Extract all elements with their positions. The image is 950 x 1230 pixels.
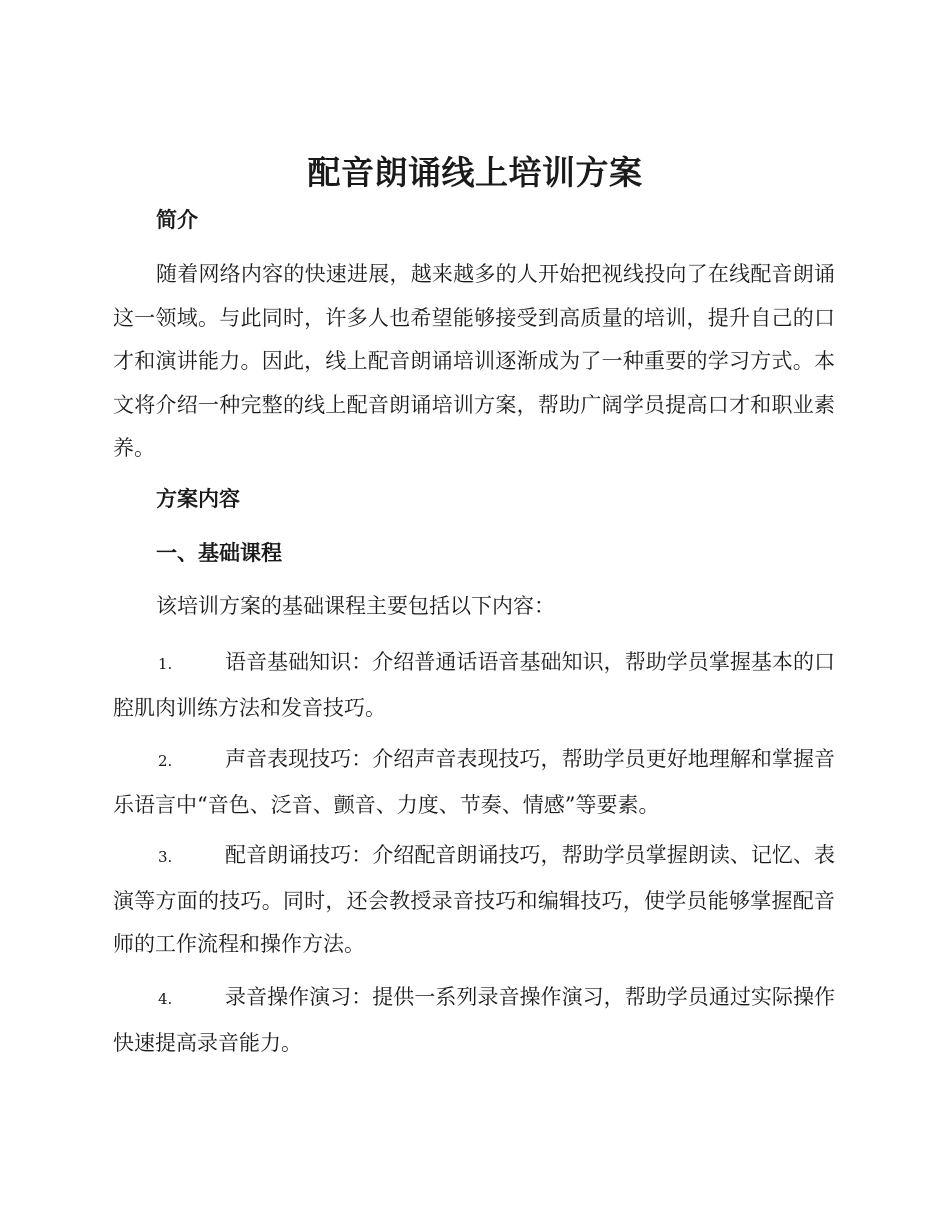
- list-item-text: 声音表现技巧：介绍声音表现技巧，帮助学员更好地理解和掌握音乐语言中“音色、泛音、颤音、力度、节奏、情感”等要素。: [113, 747, 835, 817]
- list-item-text: 录音操作演习：提供一系列录音操作演习，帮助学员通过实际操作快速提高录音能力。: [113, 985, 835, 1055]
- basic-course-intro: 该培训方案的基础课程主要包括以下内容：: [156, 594, 555, 618]
- list-item: [113, 738, 835, 827]
- section-heading-content: 方案内容: [156, 487, 240, 511]
- list-item: [113, 834, 835, 967]
- list-item: [113, 641, 835, 730]
- intro-paragraph: 随着网络内容的快速进展，越来越多的人开始把视线投向了在线配音朗诵这一领域。与此同时，许多人也希望能够接受到高质量的培训，提升自己的口才和演讲能力。因此，线上配音朗诵培训逐渐成为了一种重要的学习方式。本文将介绍一种完整的线上配音朗诵培训方案，帮助广阔学员提高口才和职业素养。: [113, 262, 835, 460]
- document-title: 配音朗诵线上培训方案: [307, 153, 643, 192]
- list-item-number: 2.: [158, 752, 173, 770]
- list-item-number: 3.: [158, 848, 173, 866]
- list-item-number: 4.: [158, 990, 173, 1008]
- section-heading-intro: 简介: [156, 208, 198, 232]
- list-item: [113, 976, 835, 1065]
- list-item-text: 语音基础知识：介绍普通话语音基础知识，帮助学员掌握基本的口腔肌肉训练方法和发音技巧。: [113, 650, 835, 720]
- list-item-number: 1.: [158, 655, 173, 673]
- section-heading-basic-course: 一、基础课程: [156, 541, 282, 565]
- list-item-text: 配音朗诵技巧：介绍配音朗诵技巧，帮助学员掌握朗读、记忆、表演等方面的技巧。同时，还会教授录音技巧和编辑技巧，使学员能够掌握配音师的工作流程和操作方法。: [113, 843, 835, 956]
